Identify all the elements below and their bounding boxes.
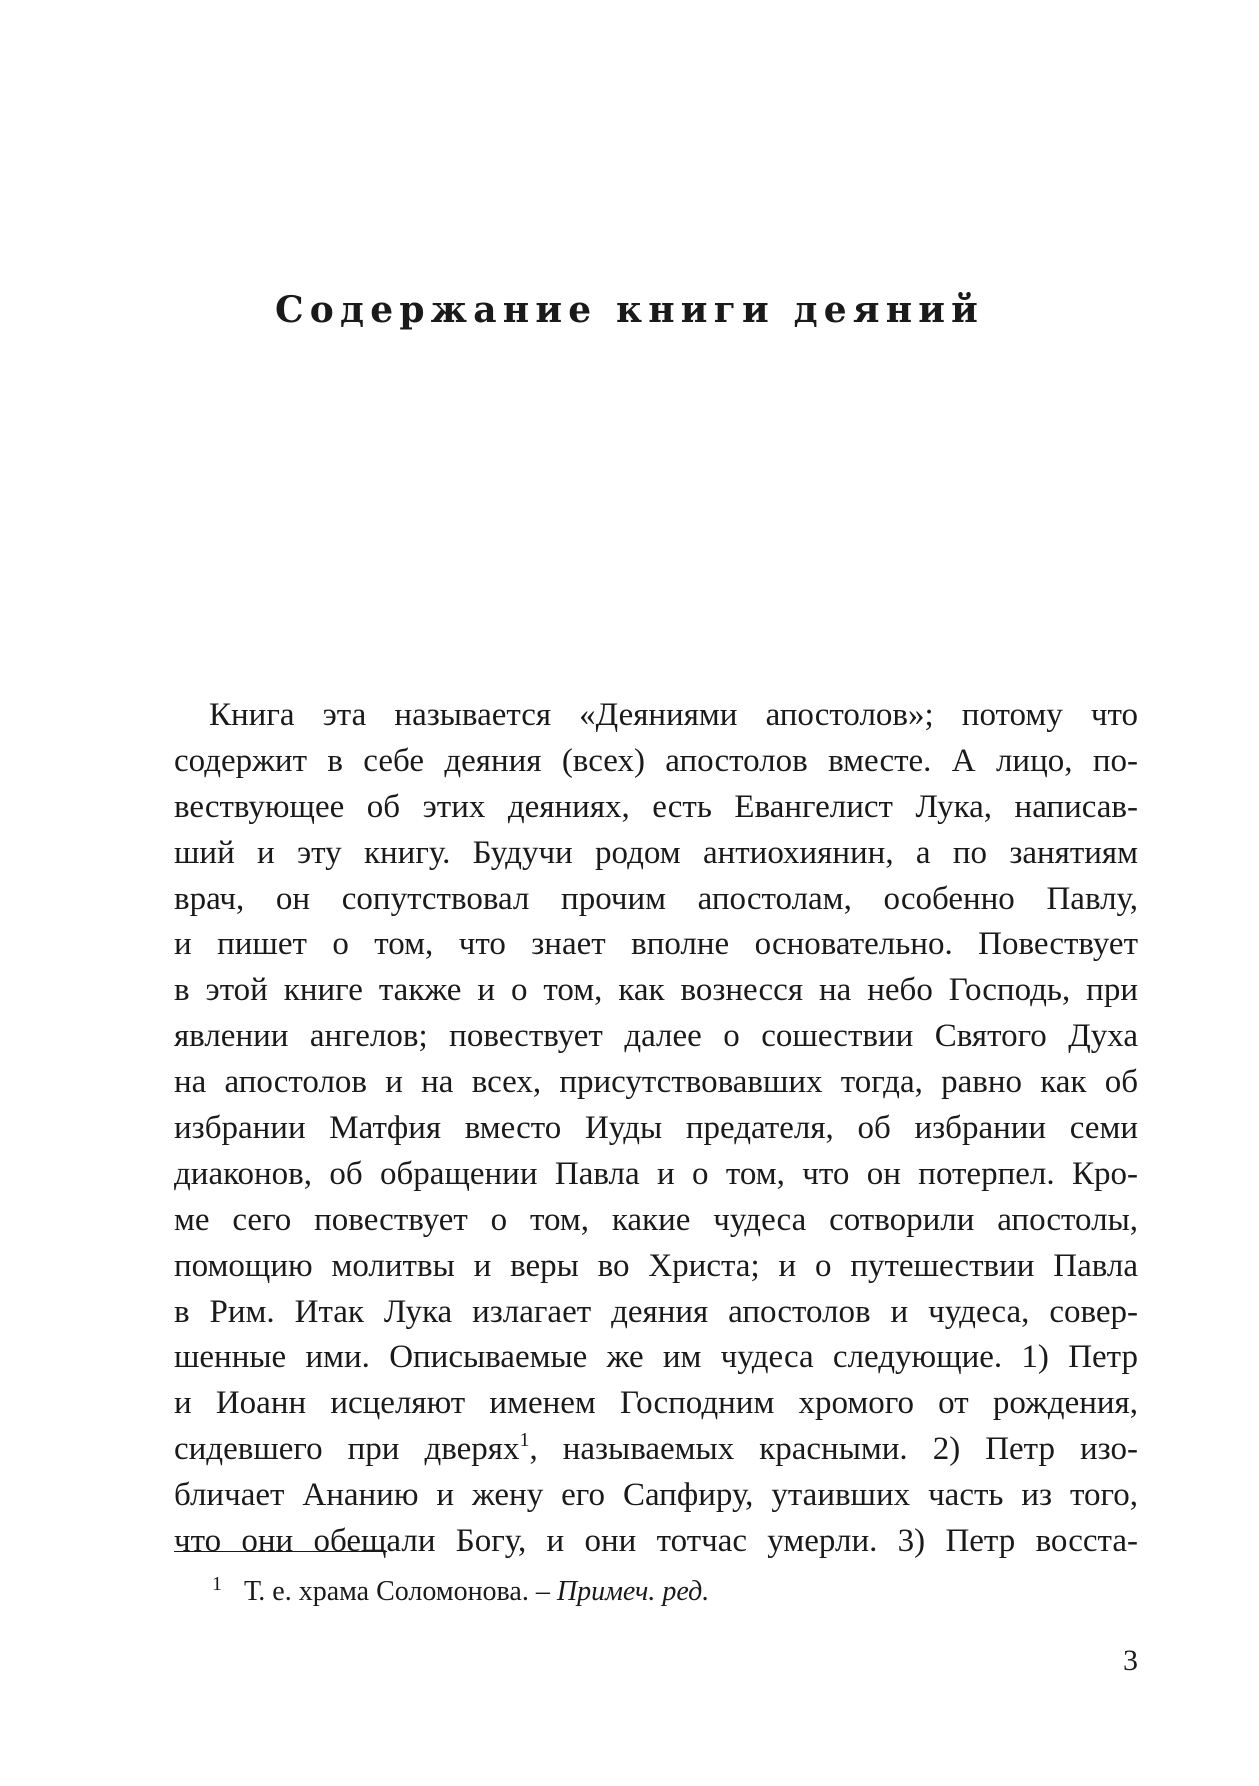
text-line: и Иоанн исцеляют именем Господним хромого от рождения, (174, 1385, 1138, 1422)
text-line: в Рим. Итак Лука излагает деяния апостолов и чудеса, совер- (174, 1293, 1138, 1330)
text-line: и пишет о том, что знает вполне основательно. Повествует (174, 926, 1138, 963)
body-text (174, 693, 1138, 1565)
text-line: в этой книге также и о том, как вознесся на небо Господь, при (174, 972, 1138, 1009)
text-line: на апостолов и на всех, присутствовавших тогда, равно как об (174, 1064, 1138, 1101)
text-line: ший и эту книгу. Будучи родом антиохиянин, а по занятиям (174, 834, 1138, 871)
text-line: врач, он сопутствовал прочим апостолам, особенно Павлу, (174, 880, 1138, 917)
footnote-editor-note: Примеч. ред. (556, 1576, 710, 1607)
text-line: шенные ими. Описываемые же им чудеса следующие. 1) Петр (174, 1339, 1138, 1376)
text-fragment: , называемых красными. 2) Петр изо- (529, 1431, 1139, 1468)
text-line: вествующее об этих деяниях, есть Евангелист Лука, написав- (174, 788, 1138, 825)
text-line: явлении ангелов; повествует далее о сошествии Святого Духа (174, 1018, 1138, 1055)
text-line (174, 1427, 1138, 1473)
text-fragment: сидевшего при дверях (174, 1431, 520, 1468)
text-line: Книга эта называется «Деяниями апостолов»; потому что (209, 697, 1138, 733)
footnote-text: Т. е. храма Соломонова. – (244, 1576, 557, 1607)
text-line: диаконов, об обращении Павла и о том, что он потерпел. Кро- (174, 1155, 1138, 1192)
footnote (212, 1572, 709, 1612)
text-line: помощию молитвы и веры во Христа; и о путешествии Павла (174, 1247, 1138, 1284)
text-line: что они обещали Богу, и они тотчас умерли. 3) Петр восста- (174, 1523, 1138, 1560)
page-title: Содержание книги деяний (274, 289, 985, 331)
text-line: ме сего повествует о том, какие чудеса сотворили апостолы, (174, 1201, 1138, 1238)
text-line: содержит в себе деяния (всех) апостолов вместе. А лицо, по- (174, 742, 1138, 779)
text-line: бличает Ананию и жену его Сапфиру, утаивших часть из того, (174, 1477, 1138, 1514)
footnote-divider (174, 1551, 387, 1552)
footnote-reference[interactable]: 1 (519, 1429, 530, 1452)
text-line: избрании Матфия вместо Иуды предателя, об избрании семи (174, 1110, 1138, 1147)
footnote-marker: 1 (212, 1573, 222, 1595)
page-number: 3 (1123, 1644, 1138, 1677)
